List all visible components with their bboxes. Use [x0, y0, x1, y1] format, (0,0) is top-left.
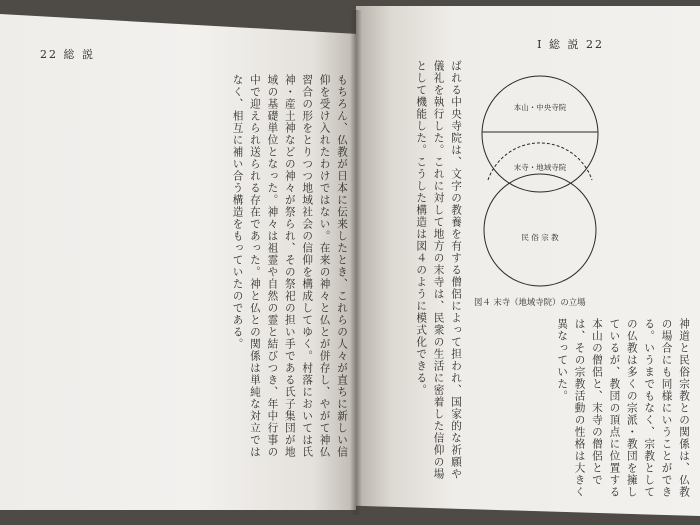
- book-gutter: [350, 10, 362, 515]
- left-page-text: もちろん、仏教が日本に伝来したとき、これらの人々が直ちに新しい信仰を受け入れたわけではない。在来の神々と仏とが併存し、やがて神仏習合の形をとりつつ地域社会の信仰を構成してゆく。村落においては氏神・産土神などの神々が祭られ、その祭祀の担い手である氏子集団が地域の基礎単位となった。神々は祖霊や自然の霊と結びつき、年中行事の中で迎えられ送られる存在であった。神と仏との関係は単純な対立ではなく、相互に補い合う構造をもっていたのである。: [231, 74, 348, 458]
- religion-structure-diagram: [470, 70, 640, 310]
- right-page-text-lower: 神道と民俗宗教との関係は、仏教の場合にも同様にいうことができる。いうまでもなく、宗教としての仏教は多くの宗派・教団を擁しているが、教団の頂点に位置する本山の僧侶と、末寺の僧侶とでは、その宗教活動の性格は大きく異なっていた。: [556, 318, 690, 498]
- label-central-temple: 本山・中央寺院: [513, 103, 567, 112]
- figure-caption: 図４ 末寺（地域寺院）の立場: [474, 297, 586, 307]
- label-local-temple: 末寺・地域寺院: [513, 163, 567, 172]
- central-temple-circle: [482, 76, 598, 192]
- right-page-text-upper: ばれる中央寺院は、文字の教養を有する僧侶によって担われ、国家的な祈願や儀礼を執行した。これに対して地方の末寺は、民衆の生活に密着した信仰の場として機能した。こうした構造は図４のように模式化できる。: [415, 60, 462, 480]
- right-running-head: I 総 説 22: [537, 38, 604, 51]
- label-folk-religion: 民 俗 宗 教: [521, 233, 559, 242]
- folk-religion-circle: [484, 174, 596, 286]
- left-running-head: 22 総 説: [40, 48, 95, 61]
